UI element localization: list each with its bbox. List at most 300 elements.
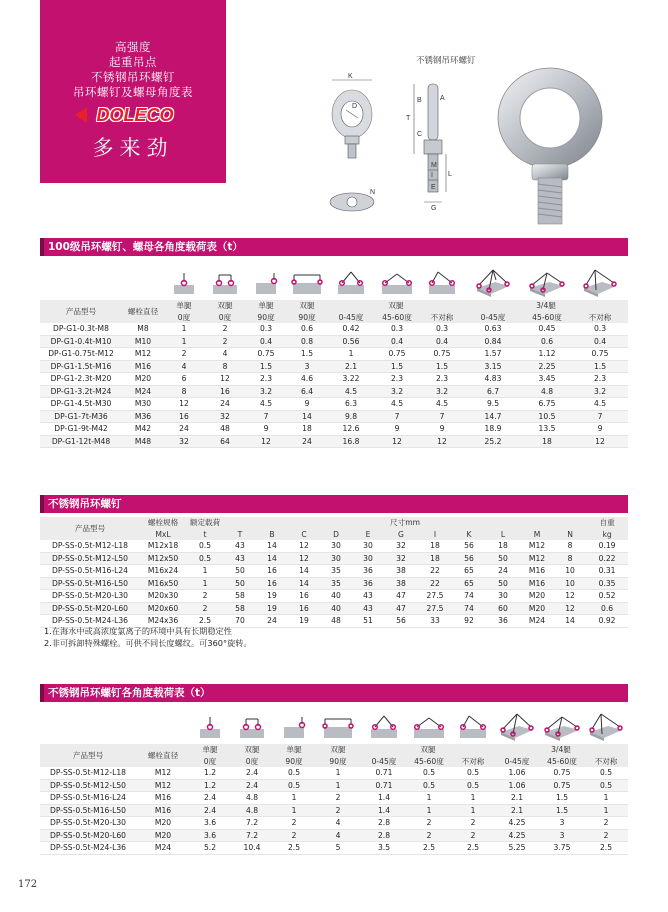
- value-cell: 2.25: [522, 360, 572, 373]
- value-cell: 50: [224, 577, 256, 590]
- double-side-lift-icon: [314, 710, 362, 744]
- value-cell: 40: [320, 590, 352, 603]
- value-cell: 2.8: [362, 829, 406, 842]
- value-cell: 50: [224, 565, 256, 578]
- table3-title-bar: [40, 684, 628, 702]
- value-cell: 7: [420, 410, 464, 423]
- model-cell: DP-SS-0.5t-M24-L36: [40, 842, 136, 855]
- value-cell: 1.2: [190, 779, 230, 792]
- value-cell: 19: [256, 590, 288, 603]
- value-cell: 30: [352, 540, 384, 552]
- table-row: [40, 590, 628, 603]
- value-cell: 35: [320, 577, 352, 590]
- col-header: M: [520, 529, 554, 541]
- table1-title: 100级吊环螺钉、螺母各角度载荷表（t）: [48, 241, 243, 253]
- value-cell: M12x18: [140, 540, 186, 552]
- logo-text: DOLECO: [96, 105, 174, 125]
- col-header: 螺栓规格: [140, 517, 186, 529]
- value-cell: M20x30: [140, 590, 186, 603]
- value-cell: 50: [486, 552, 520, 565]
- model-cell: DP-G1-1.5t-M16: [40, 360, 122, 373]
- table-row: [40, 602, 628, 615]
- value-cell: 2: [314, 804, 362, 817]
- value-cell: 74: [452, 602, 486, 615]
- value-cell: 2: [584, 829, 628, 842]
- value-cell: 1: [406, 792, 452, 805]
- model-cell: DP-SS-0.5t-M12-L18: [40, 540, 140, 552]
- value-cell: 10.4: [230, 842, 274, 855]
- value-cell: 4: [314, 817, 362, 830]
- value-cell: 18: [418, 552, 452, 565]
- value-cell: 0.3: [420, 323, 464, 335]
- col-header: E: [352, 529, 384, 541]
- value-cell: 1: [584, 804, 628, 817]
- value-cell: 12: [288, 552, 320, 565]
- value-cell: 0.6: [586, 602, 628, 615]
- value-cell: 6.4: [286, 385, 328, 398]
- single-side-lift-icon: [274, 710, 314, 744]
- model-cell: DP-SS-0.5t-M16-L24: [40, 565, 140, 578]
- col-header: 0-45度: [494, 756, 540, 768]
- col-header: 双腿: [314, 744, 362, 756]
- value-cell: M16: [520, 577, 554, 590]
- value-cell: 65: [452, 565, 486, 578]
- value-cell: M24: [136, 842, 190, 855]
- value-cell: 3.2: [420, 385, 464, 398]
- value-cell: 0.3: [246, 323, 286, 335]
- value-cell: 0.6: [522, 335, 572, 348]
- value-cell: 47: [384, 602, 418, 615]
- value-cell: 2: [274, 829, 314, 842]
- value-cell: 0.5: [274, 767, 314, 779]
- value-cell: 14: [554, 615, 586, 628]
- value-cell: 4.5: [374, 398, 420, 411]
- value-cell: 9.5: [464, 398, 522, 411]
- table-row: [40, 577, 628, 590]
- value-cell: 2.4: [190, 804, 230, 817]
- value-cell: 1: [186, 577, 224, 590]
- col-header: N: [554, 529, 586, 541]
- dim-label: C: [417, 131, 423, 138]
- load-table-stainless: [40, 710, 628, 855]
- value-cell: 2: [164, 348, 204, 361]
- value-cell: 2.5: [186, 615, 224, 628]
- hero-line: 不锈钢吊环螺钉: [91, 70, 175, 84]
- value-cell: 60: [486, 602, 520, 615]
- value-cell: 1: [164, 335, 204, 348]
- value-cell: 2: [186, 602, 224, 615]
- value-cell: 5.25: [494, 842, 540, 855]
- value-cell: 0.71: [362, 767, 406, 779]
- table-row: [40, 804, 628, 817]
- col-header: 0-45度: [328, 312, 374, 324]
- value-cell: 0.42: [328, 323, 374, 335]
- value-cell: 47: [384, 590, 418, 603]
- value-cell: 3: [540, 829, 584, 842]
- col-header: 0-45度: [362, 756, 406, 768]
- value-cell: 0.75: [420, 348, 464, 361]
- value-cell: 2.3: [420, 373, 464, 386]
- value-cell: 24: [256, 615, 288, 628]
- value-cell: 43: [224, 552, 256, 565]
- two-leg-sling-45-60-icon: [406, 710, 452, 744]
- value-cell: 2: [186, 590, 224, 603]
- model-cell: DP-SS-0.5t-M16-L50: [40, 804, 136, 817]
- value-cell: 12: [288, 540, 320, 552]
- value-cell: 0.4: [420, 335, 464, 348]
- col-header: 0度: [230, 756, 274, 768]
- doleco-logo: [73, 104, 193, 126]
- value-cell: 8: [204, 360, 246, 373]
- value-cell: 36: [486, 615, 520, 628]
- model-cell: DP-G1-7t-M36: [40, 410, 122, 423]
- table-row: [40, 540, 628, 552]
- table-row: [40, 348, 628, 361]
- dim-label: G: [431, 205, 437, 212]
- value-cell: 1: [452, 804, 494, 817]
- value-cell: 1.5: [572, 360, 628, 373]
- dim-label: M: [431, 162, 437, 169]
- four-leg-sling-0-45-icon: [464, 266, 522, 300]
- hero-line: 起重吊点: [109, 55, 157, 69]
- value-cell: 5: [314, 842, 362, 855]
- value-cell: 30: [486, 590, 520, 603]
- value-cell: 4.5: [328, 385, 374, 398]
- value-cell: 64: [204, 435, 246, 448]
- value-cell: 27.5: [418, 590, 452, 603]
- two-leg-sling-asymmetric-icon: [452, 710, 494, 744]
- table-header-row: [40, 300, 628, 312]
- value-cell: 0.92: [586, 615, 628, 628]
- eyebolt-product-photo: [488, 60, 616, 230]
- value-cell: 2: [452, 829, 494, 842]
- value-cell: 6.7: [464, 385, 522, 398]
- model-cell: DP-SS-0.5t-M16-L50: [40, 577, 140, 590]
- model-cell: DP-G1-4.5t-M30: [40, 398, 122, 411]
- eyebolt-dimension-drawing: [318, 70, 488, 218]
- value-cell: 0.63: [464, 323, 522, 335]
- value-cell: 12: [204, 373, 246, 386]
- value-cell: M12x50: [140, 552, 186, 565]
- value-cell: 33: [418, 615, 452, 628]
- value-cell: 2: [274, 817, 314, 830]
- model-cell: DP-SS-0.5t-M12-L18: [40, 767, 136, 779]
- value-cell: M20: [520, 590, 554, 603]
- value-cell: 3.2: [246, 385, 286, 398]
- value-cell: M24x36: [140, 615, 186, 628]
- two-leg-sling-0-45-icon: [362, 710, 406, 744]
- table-row: [40, 398, 628, 411]
- value-cell: 4.5: [420, 398, 464, 411]
- value-cell: 2.8: [362, 817, 406, 830]
- value-cell: 7.2: [230, 817, 274, 830]
- value-cell: 0.8: [286, 335, 328, 348]
- value-cell: 70: [224, 615, 256, 628]
- value-cell: 9: [374, 423, 420, 436]
- value-cell: 0.75: [572, 348, 628, 361]
- table-row: [40, 323, 628, 335]
- col-header: 单腿: [246, 300, 286, 312]
- value-cell: 0.75: [246, 348, 286, 361]
- value-cell: 22: [418, 577, 452, 590]
- value-cell: 1: [328, 348, 374, 361]
- value-cell: 2.1: [494, 792, 540, 805]
- value-cell: 2.5: [452, 842, 494, 855]
- four-leg-sling-45-60-icon: [540, 710, 584, 744]
- value-cell: 4.83: [464, 373, 522, 386]
- double-vertical-lift-icon: [230, 710, 274, 744]
- value-cell: 12: [554, 602, 586, 615]
- value-cell: 92: [452, 615, 486, 628]
- value-cell: M20: [122, 373, 164, 386]
- value-cell: 7: [246, 410, 286, 423]
- col-header: 产品型号: [40, 300, 122, 323]
- value-cell: 9: [246, 423, 286, 436]
- col-header: 90度: [274, 756, 314, 768]
- dim-label: A: [440, 95, 445, 102]
- value-cell: 48: [204, 423, 246, 436]
- value-cell: M36: [122, 410, 164, 423]
- value-cell: 0.75: [374, 348, 420, 361]
- table-header-row: [40, 517, 628, 529]
- model-cell: DP-G1-0.4t-M10: [40, 335, 122, 348]
- value-cell: 0.31: [586, 565, 628, 578]
- load-table-100-grade: [40, 266, 628, 448]
- model-cell: DP-G1-0.75t-M12: [40, 348, 122, 361]
- table3-title: 不锈钢吊环螺钉各角度载荷表（t）: [48, 687, 211, 699]
- value-cell: M30: [122, 398, 164, 411]
- double-side-lift-icon: [286, 266, 328, 300]
- single-vertical-lift-icon: [164, 266, 204, 300]
- value-cell: 6.75: [522, 398, 572, 411]
- note-item: 1.在海水中或高浓度氯离子的环境中具有长期稳定性: [44, 626, 232, 636]
- value-cell: 56: [384, 615, 418, 628]
- value-cell: 25.2: [464, 435, 522, 448]
- model-cell: DP-G1-3.2t-M24: [40, 385, 122, 398]
- col-header: 0度: [204, 312, 246, 324]
- dim-label: L: [448, 171, 452, 178]
- model-cell: DP-SS-0.5t-M20-L30: [40, 817, 136, 830]
- model-cell: DP-G1-2.3t-M20: [40, 373, 122, 386]
- table-row: [40, 829, 628, 842]
- hero-line: 吊环螺钉及螺母角度表: [73, 85, 193, 99]
- value-cell: 43: [224, 540, 256, 552]
- value-cell: 1: [452, 792, 494, 805]
- col-header: 不对称: [584, 756, 628, 768]
- two-leg-sling-45-60-icon: [374, 266, 420, 300]
- value-cell: 3.2: [374, 385, 420, 398]
- single-side-lift-icon: [246, 266, 286, 300]
- double-vertical-lift-icon: [204, 266, 246, 300]
- value-cell: 12.6: [328, 423, 374, 436]
- col-header: G: [384, 529, 418, 541]
- value-cell: 4.6: [286, 373, 328, 386]
- value-cell: 0.3: [572, 323, 628, 335]
- value-cell: 4: [204, 348, 246, 361]
- value-cell: M16x24: [140, 565, 186, 578]
- four-leg-sling-asymmetric-icon: [572, 266, 628, 300]
- value-cell: 18: [286, 423, 328, 436]
- col-header: 额定载荷: [186, 517, 224, 529]
- value-cell: 1.5: [540, 804, 584, 817]
- value-cell: 12: [246, 435, 286, 448]
- dim-label: T: [406, 115, 411, 122]
- value-cell: 16: [256, 565, 288, 578]
- value-cell: 4.8: [230, 792, 274, 805]
- value-cell: 2.5: [406, 842, 452, 855]
- model-cell: DP-G1-0.3t-M8: [40, 323, 122, 335]
- hero-line: 高强度: [115, 40, 151, 54]
- col-header: 90度: [286, 312, 328, 324]
- col-header: C: [288, 529, 320, 541]
- value-cell: 0.5: [452, 767, 494, 779]
- table-row: [40, 767, 628, 779]
- model-cell: DP-G1-9t-M42: [40, 423, 122, 436]
- value-cell: 4.25: [494, 829, 540, 842]
- model-cell: DP-G1-12t-M48: [40, 435, 122, 448]
- value-cell: 3: [286, 360, 328, 373]
- value-cell: 1.5: [540, 792, 584, 805]
- value-cell: 30: [320, 552, 352, 565]
- value-cell: 3.22: [328, 373, 374, 386]
- col-header: 双腿: [362, 744, 494, 756]
- value-cell: 6: [164, 373, 204, 386]
- value-cell: 0.75: [540, 767, 584, 779]
- two-leg-sling-0-45-icon: [328, 266, 374, 300]
- icon-row: [40, 710, 628, 744]
- value-cell: 56: [452, 552, 486, 565]
- value-cell: 2: [314, 792, 362, 805]
- value-cell: 0.75: [540, 779, 584, 792]
- value-cell: 2: [204, 335, 246, 348]
- value-cell: 48: [320, 615, 352, 628]
- value-cell: 1.5: [420, 360, 464, 373]
- col-header: 0度: [190, 756, 230, 768]
- value-cell: 22: [418, 565, 452, 578]
- table-row: [40, 565, 628, 578]
- value-cell: 1.5: [286, 348, 328, 361]
- dim-label: I: [431, 172, 433, 179]
- value-cell: 2.3: [374, 373, 420, 386]
- value-cell: 2.5: [584, 842, 628, 855]
- value-cell: M12: [136, 779, 190, 792]
- col-header: 45-60度: [522, 312, 572, 324]
- table-row: [40, 842, 628, 855]
- value-cell: 16: [204, 385, 246, 398]
- value-cell: 14: [256, 552, 288, 565]
- model-cell: DP-SS-0.5t-M24-L36: [40, 615, 140, 628]
- col-header: 0-45度: [464, 312, 522, 324]
- table-row: [40, 360, 628, 373]
- value-cell: 7.2: [230, 829, 274, 842]
- col-header: 不对称: [572, 312, 628, 324]
- value-cell: 9: [420, 423, 464, 436]
- table-row: [40, 792, 628, 805]
- value-cell: M10: [122, 335, 164, 348]
- value-cell: 58: [224, 590, 256, 603]
- value-cell: 32: [384, 552, 418, 565]
- col-header: 产品型号: [40, 517, 140, 540]
- col-header: K: [452, 529, 486, 541]
- col-header: 自重: [586, 517, 628, 529]
- value-cell: 0.5: [406, 779, 452, 792]
- value-cell: 5.2: [190, 842, 230, 855]
- value-cell: 0.56: [328, 335, 374, 348]
- value-cell: 0.5: [406, 767, 452, 779]
- value-cell: 14: [288, 577, 320, 590]
- value-cell: 32: [164, 435, 204, 448]
- col-header: MxL: [140, 529, 186, 541]
- col-header: 90度: [314, 756, 362, 768]
- table-header-row: [40, 744, 628, 756]
- table-row: [40, 435, 628, 448]
- col-header: 螺栓直径: [136, 744, 190, 767]
- table-row: [40, 410, 628, 423]
- value-cell: 24: [486, 565, 520, 578]
- value-cell: 2.4: [190, 792, 230, 805]
- value-cell: 10.5: [522, 410, 572, 423]
- note-item: 2.非可拆卸特殊螺栓。可供不同长度螺纹。可360°旋转。: [44, 638, 252, 648]
- value-cell: 38: [384, 577, 418, 590]
- value-cell: 24: [204, 398, 246, 411]
- value-cell: 0.5: [584, 779, 628, 792]
- value-cell: M16: [122, 360, 164, 373]
- col-header: 45-60度: [540, 756, 584, 768]
- col-header: 3/4腿: [464, 300, 628, 312]
- value-cell: 0.84: [464, 335, 522, 348]
- value-cell: 1.4: [362, 804, 406, 817]
- col-header: T: [224, 529, 256, 541]
- value-cell: 1.4: [362, 792, 406, 805]
- value-cell: 8: [554, 552, 586, 565]
- value-cell: 3.45: [522, 373, 572, 386]
- value-cell: 1: [406, 804, 452, 817]
- four-leg-sling-asymmetric-icon: [584, 710, 628, 744]
- col-header: I: [418, 529, 452, 541]
- value-cell: 3.5: [362, 842, 406, 855]
- col-header: 双腿: [328, 300, 464, 312]
- value-cell: 9: [286, 398, 328, 411]
- value-cell: 56: [452, 540, 486, 552]
- value-cell: 1: [274, 792, 314, 805]
- value-cell: 12: [572, 435, 628, 448]
- value-cell: 36: [352, 577, 384, 590]
- model-cell: DP-SS-0.5t-M16-L24: [40, 792, 136, 805]
- col-header: 不对称: [420, 312, 464, 324]
- value-cell: 1: [314, 779, 362, 792]
- value-cell: 2.3: [246, 373, 286, 386]
- value-cell: 2.4: [230, 767, 274, 779]
- value-cell: 0.5: [584, 767, 628, 779]
- dim-label: E: [431, 184, 436, 191]
- figure-title: 不锈钢吊环螺钉: [416, 56, 476, 66]
- value-cell: 58: [224, 602, 256, 615]
- value-cell: 6.3: [328, 398, 374, 411]
- value-cell: 1.57: [464, 348, 522, 361]
- value-cell: 12: [164, 398, 204, 411]
- value-cell: 18: [418, 540, 452, 552]
- col-header: 0度: [164, 312, 204, 324]
- col-header: 双腿: [204, 300, 246, 312]
- col-header: 双腿: [230, 744, 274, 756]
- value-cell: 4.5: [572, 398, 628, 411]
- col-header: L: [486, 529, 520, 541]
- table2-title: 不锈钢吊环螺钉: [48, 498, 122, 510]
- table2-title-bar: [40, 495, 628, 513]
- table-row: [40, 373, 628, 386]
- table-row: [40, 817, 628, 830]
- col-header: 单腿: [164, 300, 204, 312]
